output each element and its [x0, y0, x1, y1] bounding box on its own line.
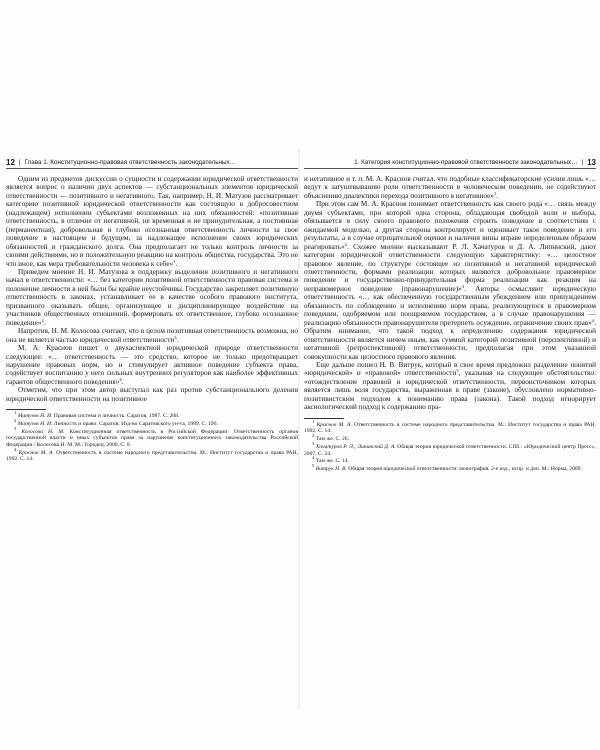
footnote-number: 4 — [312, 455, 315, 461]
paragraph: и негативное и т. п. М. А. Краснов считал, что подобные классификаторские усилия лишь «… ведут к затушевыванию роли ответственности в человеческом поведении, не содействуют объяснению диалектики перехода позитивного в негативное»$^1$. — [304, 175, 596, 200]
footnote-number: 2 — [14, 417, 17, 423]
footnote — [6, 410, 298, 420]
paragraph-text: Отметим, что при этом автор выступал как раз против субстанционального деления юридической ответственности на позитивное — [6, 386, 298, 403]
footnote-text: Там же. С. 14. — [315, 458, 349, 465]
footnote-ref: 4 — [119, 376, 122, 382]
footnote-separator — [6, 409, 46, 410]
paragraph-text: Еще дальше пошел Н. В. Витрук, который в свое время предложил разделение понятий «юридической» и «правовой» ответственности — [304, 360, 596, 378]
footnote-text: Личность и право. Саратов: Изд-во Саратовского ун-та, 1989. С. 196. — [52, 420, 218, 427]
footnote-number: 5 — [312, 462, 315, 468]
footnote-ref: 5 — [456, 368, 459, 374]
footnote-ref: 4 — [591, 317, 595, 323]
paragraph-text: Схожее мнение высказывают Р. Л. Хачатуров и Д. А. Липинский, дают категории юридической ответственности следующую характеристику: «… целостное правовое явление, по структуре состоящее из позитивной и негативной юридической ответственности, формами реализации которых являются добровольное правомерное поведение и государственно-принудительная форма реализации как реакция на неправомерное поведение (правонарушение)» — [304, 242, 596, 293]
header-divider: | — [18, 159, 21, 166]
footnote — [6, 446, 298, 463]
paragraph: Приведем мнение Н. И. Матузова в поддержку выделения позитивного и негативного начал в ответственности: «… без категории позитивной ответственности правовая система и положение личности в ней были бы крайне неустойчивы. Государство закрепляет позитивную ответственность в законах, устанавливает ее в качестве особого правового института, призванного оказывать общее, организующее и дисциплинирующее воздействие на участников общественных отношений, формировать их ответственное, глубоко осознанное поведение»$^2$. — [6, 267, 299, 327]
footnote-author: Матузов Н. И. — [17, 420, 53, 427]
right-running-header — [304, 157, 596, 169]
paragraph: При этом сам М. А. Краснов понимает ответственность как своего рода «… связь между двумя субъектами, при которой одна сторона, обладающая свободой воли и выбора, обязывается в силу своего правового положения строить поведение в соответствии с ожидаемой моделью, а другая сторона контролирует и оценивает такое поведение и его результаты, а в случае отрицательной оценки и наличия вины вправе определенным образом реагировать»$^2$. Схожее мнение высказывают Р. Л. Хачатуров и Д. А. Липинский, дают категории юридической ответственности следующую характеристику: «… целостное правовое явление, по структуре состоящее из позитивной и негативной юридической ответственности, формами реализации которых являются добровольное правомерное поведение и государственно-принудительная форма реализации как реакция на неправомерное поведение (правонарушение)»$^3$. Авторы осмысляют юридическую ответственность «… как обеспеченную государственным убеждением или принуждением обязанность по соблюдению и исполнению норм права, реализующуюся в правомерном поведении, одобряемом или поощряемом государством, а в случае правонарушения — реализацию обязанности правонарушителя претерпеть осуждение, ограничение своих прав»$^4$. Обратим внимание, что такой подход к определению содержания юридической ответственности является ничем иным, как суммой категорий позитивной (перспективной) и негативной (ретроспективной) ответственности, предполагая при этом указанной совокупности как целостного правового явления. — [304, 200, 597, 361]
footnote-number: 1 — [312, 418, 315, 424]
footnote-author: Матузов Н. И. — [17, 413, 53, 420]
left-running-header — [6, 157, 298, 169]
paragraph — [6, 386, 298, 403]
footnote-text: Ответственность в системе народного представительства. М.: Институт государства и права РАН, 1992. С. 14. — [6, 449, 298, 463]
header-divider: | — [581, 159, 584, 166]
footnote-text: Конституционная ответственность в Российской Федерации: Ответственность органов государственной власти и иных субъектов права за нарушение конституционного законодательства Российской Федерации / Колосова Н. М. М.: Городец, 2000. С. 8. — [6, 428, 298, 449]
left-page-number: 12 — [6, 158, 15, 167]
footnote — [6, 417, 298, 428]
footnote-text: Правовая система и личность. Саратов, 1987. С. 208. — [52, 413, 180, 420]
footnote — [304, 455, 596, 465]
footnote-text: Общая теория юридической ответственности. СПб.: «Юридический центр Пресс», 2007. С. 24. — [304, 443, 596, 457]
paragraph-text: При этом сам М. А. Краснов понимает ответственность как своего рода «… связь между двумя субъектами, при которой одна сторона, обладающая свободой воли и выбора, обязывается в силу своего правового положения строить поведение в соответствии с ожидаемой моделью, а другая сторона контролирует и оценивает такое поведение и его результаты, а в случае отрицательной оценки и наличия вины вправе определенным образом реагировать» — [304, 200, 596, 251]
paragraph-text: Одним из предметов дискуссии о сущности и содержании юридической ответственности является вопрос о наличии двух аспектов — субстанциональных элементов юридической ответственности — позитивного и негативного. Так, например, Н. И. Матузов рассматривает категорию позитивной юридической ответственности как состоящую в добросовестном (надлежащем) исполнении субъектами возложенных на них обязанностей: «позитивная ответственность, в отличие от негативной, не временная и не принудительная, а постоянная (перманентная), добровольная и глубоко осознанная ответственность личности за свое поведение в настоящем и будущем, за надлежащее исполнение своих юридических обязанностей и гражданского долга. Она предполагает не только контроль личности за своими действиями, но и положительную реакцию на контроль общества, государства. Это не что иное, как мера требовательности человека к себе» — [6, 175, 298, 268]
right-footnotes — [304, 418, 596, 473]
left-page — [6, 157, 298, 707]
footnote-text: Общая теория юридической ответственности: монография. 2-е изд., испр. и доп. М.: Норма, 2009. — [346, 465, 582, 472]
paragraph: Напротив, Н. М. Колосова считает, что в целом позитивная ответственность возможна, но она не является частью юридической ответственности$^3$. — [6, 327, 298, 344]
paragraph-text: Авторы осмысляют юридическую ответственность «… как обеспеченную государственным убеждением или принуждением обязанность по соблюдению и исполнению норм права, реализующуюся в правомерном поведении, одобряемом или поощряемом государством, а в случае правонарушения — реализацию обязанности правонарушителя претерпеть осуждение, ограничение своих прав» — [304, 284, 597, 327]
footnote-number: 3 — [312, 440, 315, 446]
paragraph-text: и негативное и т. п. М. А. Краснов считал, что подобные классификаторские усилия лишь «… ведут к затушевыванию роли ответственности в человеческом поведении, не содействуют объяснению диалектики перехода позитивного в негативное» — [304, 175, 596, 200]
footnote-ref: 1 — [493, 190, 497, 196]
footnote — [304, 433, 596, 443]
footnote — [304, 462, 596, 473]
footnote-author: Краснов М. А. — [18, 449, 54, 456]
footnote — [6, 425, 298, 449]
right-page-body — [304, 175, 596, 412]
right-page — [304, 157, 596, 707]
footnote-text: Там же. С. 26. — [315, 436, 349, 443]
footnote — [304, 418, 596, 435]
footnote-author: Краснов М. А. — [316, 421, 352, 428]
paragraph-text: Напротив, Н. М. Колосова считает, что в целом позитивная ответственность возможна, но она не является частью юридической ответственности — [6, 327, 298, 344]
footnote-author: Хачатуров Р. Л., Липинский Д. А. — [315, 443, 396, 450]
left-page-body — [6, 175, 298, 403]
paragraph-text: Приведем мнение Н. И. Матузова в поддержку выделения позитивного и негативного начал в ответственности: «… без категории позитивной ответственности правовая система и положение личности в ней были бы крайне неустойчивы. Государство закрепляет позитивную ответственность в законах, устанавливает ее в качестве особого правового института, призванного оказывать общее, организующее и дисциплинирующее воздействие на участников общественных отношений, формировать их ответственное, глубоко осознанное поведение» — [6, 267, 299, 327]
footnote-number: 2 — [312, 433, 315, 439]
left-running-head-title: Глава 1. Конституционно-правовая ответственность законодательных… — [24, 159, 236, 166]
footnote — [304, 440, 596, 457]
paragraph: Одним из предметов дискуссии о сущности и содержании юридической ответственности является вопрос о наличии двух аспектов — субстанциональных элементов юридической ответственности — позитивного и негативного. Так, например, Н. И. Матузов рассматривает категорию позитивной юридической ответственности как состоящую в добросовестном (надлежащем) исполнении субъектами возложенных на них обязанностей: «позитивная ответственность, в отличие от негативной, не временная и не принудительная, а постоянная (перманентная), добровольная и глубоко осознанная ответственность личности за свое поведение в настоящем и будущем, за надлежащее исполнение своих юридических обязанностей и гражданского долга. Она предполагает не только контроль личности за своими действиями, но и положительную реакцию на контроль общества, государства. Это не что иное, как мера требовательности человека к себе»$^1$. — [6, 175, 298, 268]
paragraph: М. А. Краснов пишет о двухаспектной юридической природе ответственности следующее: «… ответственность — это средство, которое не только предотвращает нарушение правовых норм, но и стимулирует активное поведение субъекта права, содействует воспитанию у него сильных внутренних регуляторов как наиболее эффективных гарантов общественного поведения»$^4$. — [6, 344, 298, 386]
footnote-number: 1 — [14, 410, 17, 416]
footnote-ref: 3 — [174, 334, 177, 340]
left-footnotes — [6, 410, 298, 463]
footnote-ref: 1 — [173, 258, 176, 264]
footnote-author: Витрук Н. В. — [315, 465, 347, 472]
right-running-head-title: 1. Категория конституционно-правовой ответственности законодательных… — [354, 159, 578, 166]
right-page-number: 13 — [587, 158, 596, 167]
footnote-text: Ответственность в системе народного представительства. М.: Институт государства и права РАН, 1992. С. 14. — [304, 421, 596, 435]
paragraph-text: указывая на следующее обстоятельство: «отождествление правовой и юридической ответственности, первоисточником которых является лишь воля государства, выраженная в праве (законе), обусловлено нормативно-позитивистским подходом к пониманию права (закона). Такой подход игнорирует аксиологический подход к содержанию пра- — [304, 369, 596, 412]
paragraph: Еще дальше пошел Н. В. Витрук, который в свое время предложил разделение понятий «юридической» и «правовой» ответственности$^5$, указывая на следующее обстоятельство: «отождествление правовой и юридической ответственности, первоисточником которых является лишь воля государства, выраженная в праве (законе), обусловлено нормативно-позитивистским подходом к пониманию права (закона). Такой подход игнорирует аксиологический подход к содержанию пра- — [304, 360, 596, 412]
footnote-ref: 2 — [41, 317, 44, 323]
footnote-number: 3 — [14, 425, 17, 431]
footnote-author: Колосова Н. М. — [21, 428, 65, 435]
paragraph-text: Обратим внимание, что такой подход к определению содержания юридической ответственности является ничем иным, как суммой категорий позитивной (перспективной) и негативной (ретроспективной) ответственности, предполагая при этом указанной совокупности как целостного правового явления. — [304, 327, 596, 361]
footnote-ref: 2 — [344, 241, 348, 247]
book-gutter — [298, 150, 300, 710]
footnote-separator — [304, 418, 344, 419]
paragraph-text: М. А. Краснов пишет о двухаспектной юридической природе ответственности следующее: «… ответственность — это средство, которое не только предотвращает нарушение правовых норм, но и стимулирует активное поведение субъекта права, содействует воспитанию у него сильных внутренних регуляторов как наиболее эффективных гарантов общественного поведения» — [6, 344, 298, 386]
footnote-number: 4 — [14, 446, 17, 452]
footnote-ref: 3 — [461, 283, 465, 289]
